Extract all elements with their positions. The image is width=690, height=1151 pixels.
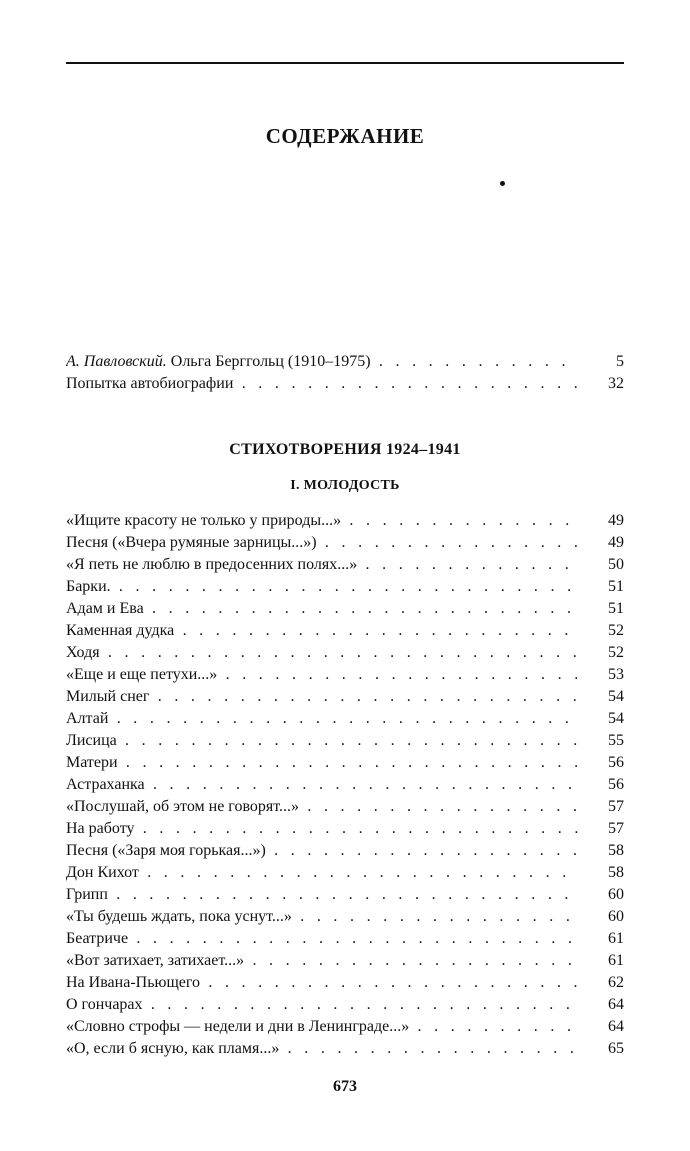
- toc-entry-text: [66, 886, 108, 903]
- toc-entry-leader: [66, 1038, 578, 1060]
- toc-entry-title: Астраханка: [66, 776, 145, 793]
- section-subheading: I. МОЛОДОСТЬ: [290, 478, 400, 493]
- toc-entry: [66, 1016, 624, 1038]
- toc-entry-text: [66, 864, 139, 881]
- toc-entry-text: [66, 556, 357, 573]
- toc-entry-page: 60: [580, 906, 624, 928]
- toc-entry-title: «Ищите красоту не только у природы...»: [66, 512, 342, 529]
- toc-entry-title: На Ивана-Пьющего: [66, 974, 201, 991]
- toc-entry-page: 52: [580, 620, 624, 642]
- toc-entry-page: 5: [580, 351, 624, 373]
- toc-entry-page: 54: [580, 686, 624, 708]
- toc-entry-text: [66, 644, 100, 661]
- toc-entry-title: Беатриче: [66, 930, 129, 947]
- toc-entry-author: А. Павловский.: [66, 353, 167, 370]
- toc-entry-title: Лисица: [66, 732, 117, 749]
- toc-entry: [66, 994, 624, 1016]
- toc-entry-text: [66, 578, 111, 595]
- toc-entry-text: [66, 732, 117, 749]
- toc-entry: [66, 510, 624, 532]
- toc-entry: [66, 796, 624, 818]
- toc-entry: [66, 664, 624, 686]
- toc-entry-page: 65: [580, 1038, 624, 1060]
- toc-entry: [66, 554, 624, 576]
- toc-entry-text: [66, 666, 217, 683]
- toc-entry-leader: [66, 862, 578, 884]
- toc-entry-leader: [66, 351, 578, 373]
- toc-entry-title: Алтай: [66, 710, 109, 727]
- toc-entry: [66, 884, 624, 906]
- toc-entry-text: [66, 974, 200, 991]
- toc-entry-leader: [66, 532, 578, 554]
- top-rule: [66, 62, 624, 64]
- toc-entry-title: «Еще и еще петухи...»: [66, 666, 218, 683]
- toc-entry-text: [66, 534, 317, 551]
- toc-entry-leader: [66, 373, 578, 395]
- toc-entry-page: 58: [580, 840, 624, 862]
- toc-entry-leader: [66, 774, 578, 796]
- toc-entry: [66, 818, 624, 840]
- toc-entry-page: 56: [580, 752, 624, 774]
- toc-entry-page: 58: [580, 862, 624, 884]
- toc-entry-page: 51: [580, 598, 624, 620]
- toc-entry: [66, 351, 624, 373]
- toc-entry-page: 57: [580, 796, 624, 818]
- toc-entry-title: Матери: [66, 754, 118, 771]
- toc-entry: [66, 774, 624, 796]
- toc-entry-title: Каменная дудка: [66, 622, 175, 639]
- toc-entry-page: 54: [580, 708, 624, 730]
- toc-entry: [66, 642, 624, 664]
- toc-entry-page: 32: [580, 373, 624, 395]
- toc-entry-text: [66, 820, 134, 837]
- toc-entry-leader: [66, 994, 578, 1016]
- toc-entry-title: Ольга Берггольц (1910–1975): [170, 353, 371, 370]
- toc-entry-text: [66, 622, 174, 639]
- toc-entry: [66, 576, 624, 598]
- toc-entry-page: 50: [580, 554, 624, 576]
- toc-entry-title: Песня («Заря моя горькая...»): [66, 842, 266, 859]
- toc-entry: [66, 862, 624, 884]
- toc-entry-title: «Я петь не люблю в предосенних полях...»: [66, 556, 358, 573]
- toc-entry-title: Песня («Вчера румяные зарницы...»): [66, 534, 317, 551]
- toc-entry-title: «Ты будешь ждать, пока уснут...»: [66, 908, 292, 925]
- toc-entry: [66, 708, 624, 730]
- toc-entry-leader: [66, 928, 578, 950]
- toc-entry-text: [66, 754, 118, 771]
- toc-entry-page: 49: [580, 510, 624, 532]
- toc-entry-text: [66, 353, 371, 370]
- toc-entry-leader: [66, 730, 578, 752]
- toc-entry-leader: [66, 598, 578, 620]
- toc-entry: [66, 972, 624, 994]
- toc-entry-leader: [66, 642, 578, 664]
- toc-entry-leader: [66, 576, 578, 598]
- toc-entry: [66, 686, 624, 708]
- toc-entry-text: [66, 1018, 409, 1035]
- toc-entry-page: 61: [580, 928, 624, 950]
- toc-entry-title: «О, если б ясную, как пламя...»: [66, 1040, 280, 1057]
- toc-entry: [66, 532, 624, 554]
- toc-entry-page: 52: [580, 642, 624, 664]
- toc-entry-leader: [66, 972, 578, 994]
- toc-entry-title: Дон Кихот: [66, 864, 139, 881]
- stray-dot-mark: [500, 181, 505, 186]
- page-number: 673: [333, 1078, 357, 1095]
- toc-entry-text: [66, 600, 144, 617]
- toc-entry-page: 51: [580, 576, 624, 598]
- toc-entry-title: «Словно строфы — недели и дни в Ленинграде...»: [66, 1018, 410, 1035]
- toc-entry-title: Адам и Ева: [66, 600, 144, 617]
- toc-entry: [66, 950, 624, 972]
- toc-entry-leader: [66, 1016, 578, 1038]
- toc-entry-title: Милый снег: [66, 688, 150, 705]
- toc-entry-leader: [66, 884, 578, 906]
- toc-entry-title: Ходя: [66, 644, 100, 661]
- toc-entry-page: 62: [580, 972, 624, 994]
- toc-entry-page: 49: [580, 532, 624, 554]
- toc-entry-title: Грипп: [66, 886, 108, 903]
- section-heading: СТИХОТВОРЕНИЯ 1924–1941: [229, 441, 461, 458]
- toc-entry: [66, 620, 624, 642]
- page-title: СОДЕРЖАНИЕ: [265, 124, 425, 148]
- intro-toc: [66, 351, 624, 395]
- toc-entry: [66, 906, 624, 928]
- toc-entry-title: Барки.: [66, 578, 111, 595]
- toc-entry-leader: [66, 510, 578, 532]
- toc-entry: [66, 752, 624, 774]
- toc-entry-text: [66, 908, 292, 925]
- toc-entry-text: [66, 930, 128, 947]
- toc-entry-text: [66, 952, 244, 969]
- toc-entry-leader: [66, 620, 578, 642]
- toc-entry: [66, 840, 624, 862]
- toc-entry-text: [66, 688, 149, 705]
- toc-entry-page: 61: [580, 950, 624, 972]
- toc-entry-leader: [66, 840, 578, 862]
- toc-entry-leader: [66, 752, 578, 774]
- toc-entry-page: 60: [580, 884, 624, 906]
- toc-entry-page: 53: [580, 664, 624, 686]
- toc-entry-leader: [66, 708, 578, 730]
- toc-entry-title: «Послушай, об этом не говорят...»: [66, 798, 300, 815]
- toc-entry-page: 55: [580, 730, 624, 752]
- toc-entry-leader: [66, 554, 578, 576]
- toc-entry-leader: [66, 818, 578, 840]
- toc-entry-leader: [66, 906, 578, 928]
- toc-entry-leader: [66, 950, 578, 972]
- toc-entry: [66, 730, 624, 752]
- toc-entry: [66, 598, 624, 620]
- toc-entry-page: 57: [580, 818, 624, 840]
- toc-entry-text: [66, 776, 145, 793]
- toc-entry-text: [66, 710, 108, 727]
- toc-entry-text: [66, 375, 233, 392]
- toc-entry: [66, 928, 624, 950]
- toc-entry-leader: [66, 664, 578, 686]
- toc-entry-leader: [66, 796, 578, 818]
- toc-entry-text: [66, 1040, 279, 1057]
- toc-entry-text: [66, 512, 341, 529]
- toc-entry-title: О гончарах: [66, 996, 143, 1013]
- toc-entry-text: [66, 996, 143, 1013]
- toc-entry-page: 56: [580, 774, 624, 796]
- toc-entry-title: Попытка автобиографии: [66, 375, 234, 392]
- toc-entry-leader: [66, 686, 578, 708]
- toc-entry-page: 64: [580, 1016, 624, 1038]
- main-toc: [66, 510, 624, 1060]
- toc-entry: [66, 373, 624, 395]
- toc-entry-title: «Вот затихает, затихает...»: [66, 952, 245, 969]
- toc-entry-text: [66, 798, 299, 815]
- toc-entry-title: На работу: [66, 820, 135, 837]
- toc-entry-text: [66, 842, 266, 859]
- toc-entry-page: 64: [580, 994, 624, 1016]
- toc-entry: [66, 1038, 624, 1060]
